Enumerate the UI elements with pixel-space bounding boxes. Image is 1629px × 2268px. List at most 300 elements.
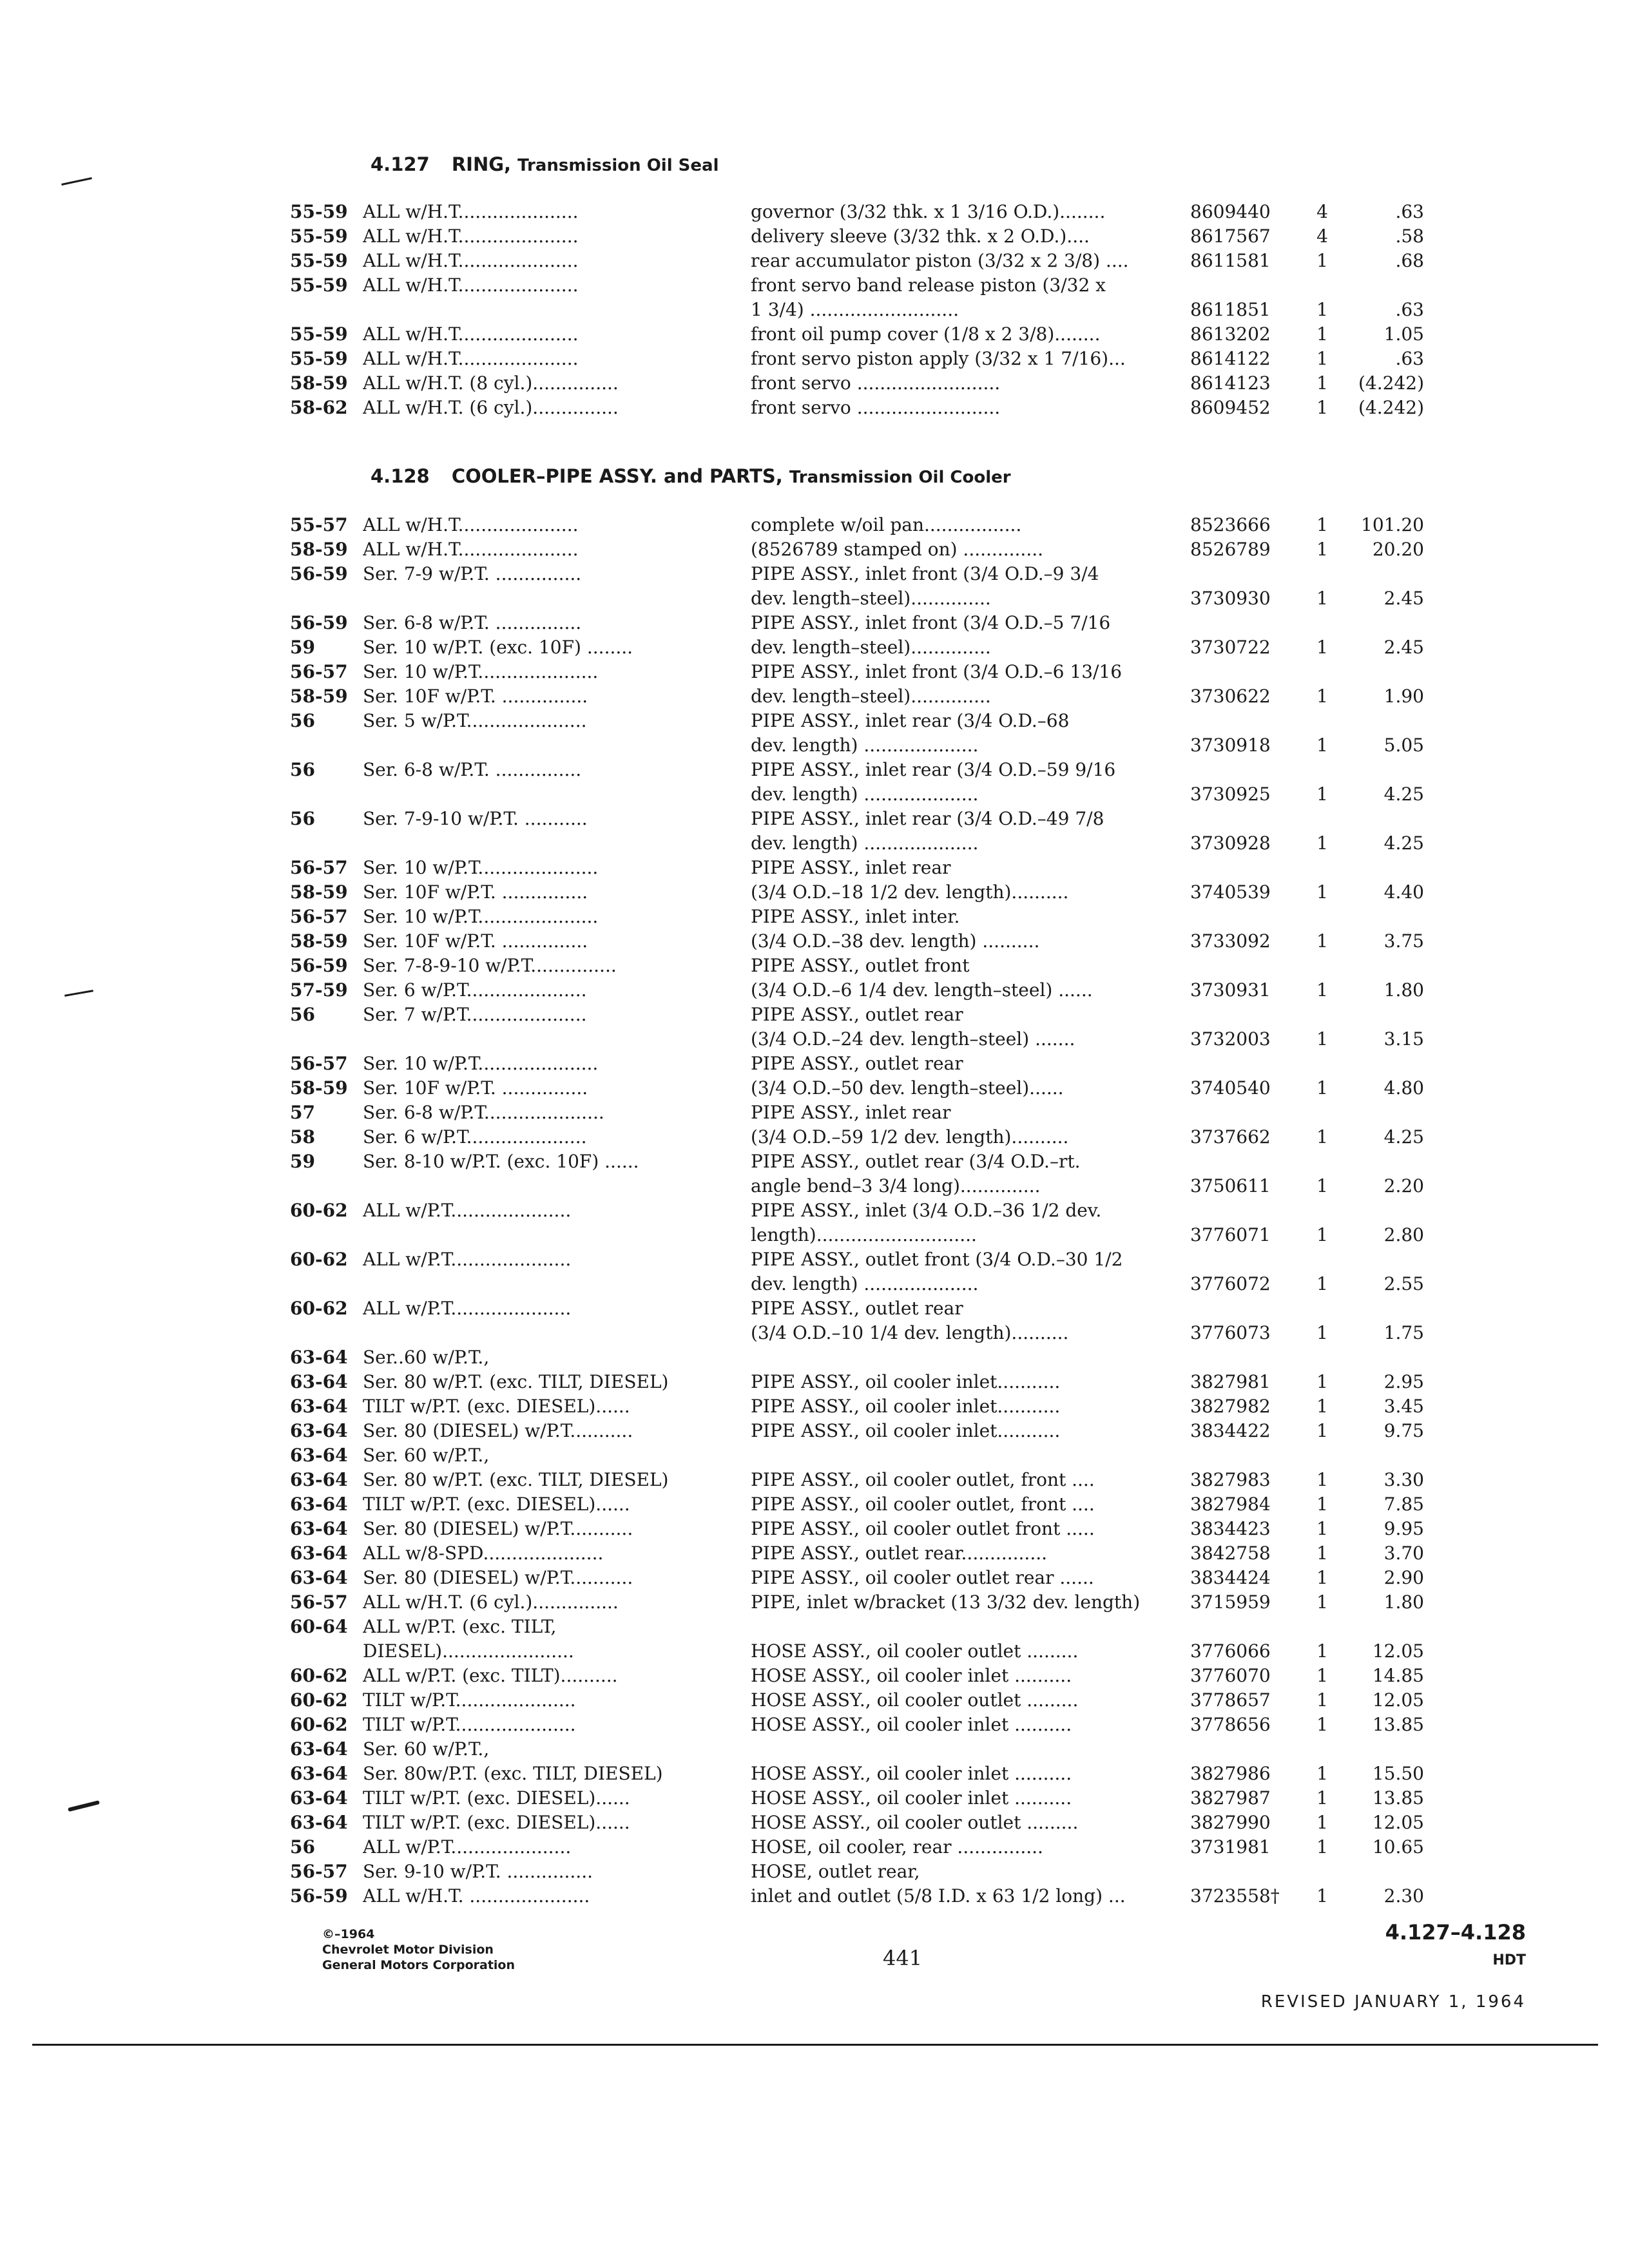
price-cell: 3.70 (1383, 1542, 1424, 1564)
footer-rule (32, 2044, 1598, 2046)
part-number-cell: 3776070 (1190, 1665, 1271, 1686)
part-number-cell: 8614123 (1190, 372, 1271, 394)
list-item (0, 1884, 1629, 1908)
description-cell: (3/4 O.D.–24 dev. length–steel) ....... (751, 1028, 1075, 1050)
part-number-cell: 3731981 (1190, 1836, 1271, 1858)
quantity-cell: 1 (1316, 686, 1328, 707)
part-number-cell: 8611581 (1190, 250, 1271, 271)
part-number-cell: 3732003 (1190, 1028, 1271, 1050)
quantity-cell: 1 (1316, 1812, 1328, 1833)
description-cell: PIPE ASSY., oil cooler inlet........... (751, 1396, 1061, 1417)
description-cell: (3/4 O.D.–18 1/2 dev. length).......... (751, 881, 1069, 903)
model-cell: ALL w/H.T..................... (363, 274, 579, 296)
model-cell: Ser. 10F w/P.T. ............... (363, 686, 588, 707)
model-cell: Ser. 6 w/P.T..................... (363, 1126, 587, 1148)
part-number-cell: 3740539 (1190, 881, 1271, 903)
quantity-cell: 1 (1316, 1175, 1328, 1196)
description-cell: PIPE ASSY., outlet rear (751, 1004, 963, 1025)
revision-date: REVISED JANUARY 1, 1964 (1260, 1992, 1526, 2012)
part-number-cell: 3776066 (1190, 1640, 1271, 1662)
description-cell: PIPE ASSY., inlet inter. (751, 906, 960, 927)
list-item (0, 1835, 1629, 1860)
description-cell: PIPE ASSY., oil cooler outlet, front .... (751, 1469, 1095, 1490)
part-number-cell: 3723558† (1190, 1885, 1280, 1907)
quantity-cell: 1 (1316, 1591, 1328, 1613)
model-cell: ALL w/H.T. (8 cyl.)............... (363, 372, 619, 394)
model-cell: Ser. 80 w/P.T. (exc. TILT, DIESEL) (363, 1371, 669, 1392)
quantity-cell: 1 (1316, 514, 1328, 535)
parts-list-4127 (0, 200, 1629, 420)
page-number: 441 (883, 1946, 923, 1970)
description-cell: front servo ......................... (751, 372, 1001, 394)
description-cell: front oil pump cover (1/8 x 2 3/8)........ (751, 323, 1101, 345)
description-cell: PIPE ASSY., inlet (3/4 O.D.–36 1/2 dev. (751, 1200, 1102, 1221)
description-cell: delivery sleeve (3/32 thk. x 2 O.D.).... (751, 226, 1090, 247)
description-cell: length)............................ (751, 1224, 977, 1245)
model-cell: Ser. 80 (DIESEL) w/P.T........... (363, 1567, 633, 1588)
description-cell: PIPE ASSY., inlet rear (751, 1102, 951, 1123)
price-cell: 15.50 (1372, 1763, 1424, 1784)
model-cell: ALL w/H.T..................... (363, 226, 579, 247)
list-item (0, 1811, 1629, 1835)
description-cell: PIPE ASSY., outlet front (751, 955, 970, 976)
price-cell: 2.80 (1383, 1224, 1424, 1245)
quantity-cell: 1 (1316, 250, 1328, 271)
section-range: 4.127–4.128 (1385, 1920, 1526, 1945)
list-item (0, 537, 1629, 562)
part-number-cell: 3737662 (1190, 1126, 1271, 1148)
list-item (0, 905, 1629, 929)
price-cell: 5.05 (1383, 735, 1424, 756)
model-cell: TILT w/P.T. (exc. DIESEL)...... (363, 1494, 630, 1515)
quantity-cell: 1 (1316, 1714, 1328, 1735)
list-item (0, 513, 1629, 537)
section-title: RING, (451, 153, 512, 175)
copyright-corporation: General Motors Corporation (322, 1958, 515, 1972)
model-cell: TILT w/P.T..................... (363, 1689, 576, 1711)
year-cell: 60-62 (290, 1249, 348, 1270)
quantity-cell: 1 (1316, 1077, 1328, 1099)
year-cell: 56-59 (290, 612, 348, 633)
price-cell: 1.90 (1383, 686, 1424, 707)
model-cell: Ser. 7-9-10 w/P.T. ........... (363, 808, 588, 829)
model-cell: ALL w/8-SPD..................... (363, 1542, 604, 1564)
model-cell: Ser. 80 (DIESEL) w/P.T........... (363, 1518, 633, 1539)
price-cell: 13.85 (1372, 1787, 1424, 1809)
list-item (0, 347, 1629, 371)
part-number-cell: 3715959 (1190, 1591, 1271, 1613)
year-cell: 55-59 (290, 274, 348, 296)
list-item (0, 1272, 1629, 1296)
part-number-cell: 3778657 (1190, 1689, 1271, 1711)
model-cell: ALL w/P.T..................... (363, 1298, 572, 1319)
part-number-cell: 3730928 (1190, 832, 1271, 854)
list-item (0, 684, 1629, 709)
list-item (0, 929, 1629, 954)
list-item (0, 249, 1629, 273)
year-cell: 56 (290, 759, 315, 780)
year-cell: 56-57 (290, 906, 348, 927)
parts-list-4128 (0, 513, 1629, 1908)
section-heading-4127 (371, 153, 719, 175)
year-cell: 59 (290, 1151, 315, 1172)
part-number-cell: 8611851 (1190, 299, 1271, 320)
list-item (0, 322, 1629, 347)
price-cell: 12.05 (1372, 1689, 1424, 1711)
list-item (0, 1639, 1629, 1664)
model-cell: Ser. 60 w/P.T., (363, 1445, 490, 1466)
list-item (0, 1517, 1629, 1541)
description-cell: PIPE ASSY., outlet rear............... (751, 1542, 1048, 1564)
price-cell: .63 (1395, 299, 1424, 320)
quantity-cell: 1 (1316, 783, 1328, 805)
price-cell: 3.75 (1383, 930, 1424, 952)
year-cell: 56-57 (290, 1053, 348, 1074)
list-item (0, 562, 1629, 586)
description-cell: angle bend–3 3/4 long).............. (751, 1175, 1041, 1196)
description-cell: HOSE ASSY., oil cooler inlet .......... (751, 1665, 1072, 1686)
year-cell: 56 (290, 710, 315, 731)
quantity-cell: 1 (1316, 1396, 1328, 1417)
description-cell: HOSE ASSY., oil cooler outlet ......... (751, 1689, 1079, 1711)
quantity-cell: 1 (1316, 735, 1328, 756)
year-cell: 58-59 (290, 930, 348, 952)
list-item (0, 807, 1629, 831)
part-number-cell: 8617567 (1190, 226, 1271, 247)
list-item (0, 978, 1629, 1003)
description-cell: rear accumulator piston (3/32 x 2 3/8) .... (751, 250, 1129, 271)
list-item (0, 1590, 1629, 1615)
price-cell: 13.85 (1372, 1714, 1424, 1735)
part-number-cell: 3740540 (1190, 1077, 1271, 1099)
description-cell: governor (3/32 thk. x 1 3/16 O.D.)........ (751, 201, 1106, 222)
description-cell: PIPE ASSY., inlet front (3/4 O.D.–5 7/16 (751, 612, 1111, 633)
list-item (0, 758, 1629, 782)
price-cell: .58 (1395, 226, 1424, 247)
list-item (0, 1076, 1629, 1100)
price-cell: 12.05 (1372, 1812, 1424, 1833)
copyright-division: Chevrolet Motor Division (322, 1943, 494, 1957)
model-cell: ALL w/H.T..................... (363, 250, 579, 271)
description-cell: PIPE ASSY., outlet front (3/4 O.D.–30 1/2 (751, 1249, 1123, 1270)
list-item (0, 1247, 1629, 1272)
quantity-cell: 1 (1316, 1469, 1328, 1490)
quantity-cell: 1 (1316, 1273, 1328, 1294)
catalog-code: HDT (1492, 1952, 1526, 1968)
year-cell: 55-59 (290, 323, 348, 345)
year-cell: 57 (290, 1102, 315, 1123)
part-number-cell: 3834423 (1190, 1518, 1271, 1539)
quantity-cell: 1 (1316, 1420, 1328, 1441)
model-cell: ALL w/H.T..................... (363, 539, 579, 560)
model-cell: Ser. 10 w/P.T..................... (363, 857, 599, 878)
year-cell: 58-59 (290, 372, 348, 394)
margin-mark (61, 177, 92, 186)
model-cell: ALL w/H.T. ..................... (363, 1885, 590, 1907)
list-item (0, 1125, 1629, 1149)
part-number-cell: 3776072 (1190, 1273, 1271, 1294)
description-cell: front servo band release piston (3/32 x (751, 274, 1106, 296)
price-cell: 14.85 (1372, 1665, 1424, 1686)
description-cell: PIPE ASSY., inlet front (3/4 O.D.–6 13/16 (751, 661, 1123, 682)
year-cell: 63-64 (290, 1567, 348, 1588)
year-cell: 56-57 (290, 1591, 348, 1613)
price-cell: 2.30 (1383, 1885, 1424, 1907)
year-cell: 63-64 (290, 1518, 348, 1539)
part-number-cell: 3827981 (1190, 1371, 1271, 1392)
part-number-cell: 3827984 (1190, 1494, 1271, 1515)
description-cell: dev. length) .................... (751, 832, 979, 854)
section-subtitle: Transmission Oil Seal (517, 156, 719, 175)
price-cell: 3.30 (1383, 1469, 1424, 1490)
list-item (0, 635, 1629, 660)
description-cell: PIPE ASSY., oil cooler outlet rear ...... (751, 1567, 1094, 1588)
year-cell: 58-59 (290, 1077, 348, 1099)
year-cell: 63-64 (290, 1347, 348, 1368)
year-cell: 63-64 (290, 1812, 348, 1833)
quantity-cell: 1 (1316, 832, 1328, 854)
model-cell: TILT w/P.T. (exc. DIESEL)...... (363, 1787, 630, 1809)
quantity-cell: 1 (1316, 1689, 1328, 1711)
year-cell: 63-64 (290, 1494, 348, 1515)
list-item (0, 954, 1629, 978)
quantity-cell: 1 (1316, 881, 1328, 903)
year-cell: 55-59 (290, 250, 348, 271)
year-cell: 60-62 (290, 1200, 348, 1221)
description-cell: HOSE ASSY., oil cooler inlet .......... (751, 1714, 1072, 1735)
description-cell: HOSE ASSY., oil cooler outlet ......... (751, 1640, 1079, 1662)
model-cell: ALL w/P.T. (exc. TILT).......... (363, 1665, 618, 1686)
model-cell: Ser. 80w/P.T. (exc. TILT, DIESEL) (363, 1763, 663, 1784)
description-cell: inlet and outlet (5/8 I.D. x 63 1/2 long) ... (751, 1885, 1126, 1907)
model-cell: Ser. 60 w/P.T., (363, 1738, 490, 1760)
section-subtitle: Transmission Oil Cooler (789, 468, 1011, 487)
description-cell: PIPE ASSY., outlet rear (751, 1298, 963, 1319)
description-cell: dev. length) .................... (751, 735, 979, 756)
list-item (0, 1321, 1629, 1345)
price-cell: 3.15 (1383, 1028, 1424, 1050)
price-cell: (4.242) (1358, 397, 1424, 418)
model-cell: Ser. 6-8 w/P.T. ............... (363, 612, 582, 633)
section-title: COOLER–PIPE ASSY. and PARTS, (451, 465, 783, 487)
price-cell: .63 (1395, 201, 1424, 222)
list-item (0, 1149, 1629, 1174)
year-cell: 60-62 (290, 1665, 348, 1686)
list-item (0, 1345, 1629, 1370)
model-cell: Ser. 9-10 w/P.T. ............... (363, 1861, 593, 1882)
year-cell: 63-64 (290, 1469, 348, 1490)
description-cell: dev. length) .................... (751, 1273, 979, 1294)
part-number-cell: 8609440 (1190, 201, 1271, 222)
list-item (0, 1198, 1629, 1223)
part-number-cell: 3750611 (1190, 1175, 1271, 1196)
description-cell: PIPE ASSY., inlet front (3/4 O.D.–9 3/4 (751, 563, 1099, 584)
price-cell: 2.55 (1383, 1273, 1424, 1294)
price-cell: 7.85 (1383, 1494, 1424, 1515)
year-cell: 56 (290, 1004, 315, 1025)
part-number-cell: 3733092 (1190, 930, 1271, 952)
list-item (0, 1566, 1629, 1590)
description-cell: (3/4 O.D.–50 dev. length–steel)...... (751, 1077, 1064, 1099)
part-number-cell: 3778656 (1190, 1714, 1271, 1735)
year-cell: 57-59 (290, 979, 348, 1001)
year-cell: 60-62 (290, 1714, 348, 1735)
part-number-cell: 3827987 (1190, 1787, 1271, 1809)
list-item (0, 1100, 1629, 1125)
section-number: 4.127 (371, 153, 430, 175)
year-cell: 63-64 (290, 1445, 348, 1466)
copyright-year: ©–1964 (322, 1927, 375, 1941)
price-cell: 9.95 (1383, 1518, 1424, 1539)
quantity-cell: 1 (1316, 1224, 1328, 1245)
description-cell: PIPE ASSY., oil cooler outlet, front .... (751, 1494, 1095, 1515)
description-cell: 1 3/4) .......................... (751, 299, 959, 320)
price-cell: 2.45 (1383, 588, 1424, 609)
price-cell: 1.80 (1383, 979, 1424, 1001)
quantity-cell: 1 (1316, 1836, 1328, 1858)
model-cell: ALL w/H.T..................... (363, 323, 579, 345)
part-number-cell: 3842758 (1190, 1542, 1271, 1564)
quantity-cell: 1 (1316, 1518, 1328, 1539)
model-cell: Ser. 80 (DIESEL) w/P.T........... (363, 1420, 633, 1441)
quantity-cell: 1 (1316, 1542, 1328, 1564)
quantity-cell: 1 (1316, 1371, 1328, 1392)
model-cell: Ser. 10F w/P.T. ............... (363, 930, 588, 952)
list-item (0, 831, 1629, 856)
year-cell: 58-59 (290, 686, 348, 707)
list-item (0, 1762, 1629, 1786)
quantity-cell: 1 (1316, 1763, 1328, 1784)
model-cell: ALL w/H.T..................... (363, 201, 579, 222)
description-cell: HOSE ASSY., oil cooler outlet ......... (751, 1812, 1079, 1833)
description-cell: (3/4 O.D.–6 1/4 dev. length–steel) ...... (751, 979, 1093, 1001)
quantity-cell: 1 (1316, 1787, 1328, 1809)
price-cell: .68 (1395, 250, 1424, 271)
price-cell: 4.25 (1383, 783, 1424, 805)
list-item (0, 273, 1629, 298)
list-item (0, 1468, 1629, 1492)
quantity-cell: 1 (1316, 930, 1328, 952)
price-cell: 1.05 (1383, 323, 1424, 345)
list-item (0, 1370, 1629, 1394)
quantity-cell: 1 (1316, 588, 1328, 609)
description-cell: PIPE ASSY., oil cooler outlet front ..... (751, 1518, 1095, 1539)
description-cell: PIPE, inlet w/bracket (13 3/32 dev. length) (751, 1591, 1141, 1613)
description-cell: dev. length–steel).............. (751, 686, 991, 707)
description-cell: (3/4 O.D.–38 dev. length) .......... (751, 930, 1040, 952)
list-item (0, 1443, 1629, 1468)
list-item (0, 1615, 1629, 1639)
model-cell: Ser. 8-10 w/P.T. (exc. 10F) ...... (363, 1151, 639, 1172)
model-cell: Ser. 7 w/P.T..................... (363, 1004, 587, 1025)
quantity-cell: 1 (1316, 397, 1328, 418)
model-cell: TILT w/P.T. (exc. DIESEL)...... (363, 1396, 630, 1417)
year-cell: 58-62 (290, 397, 348, 418)
year-cell: 58-59 (290, 539, 348, 560)
model-cell: Ser. 5 w/P.T..................... (363, 710, 587, 731)
model-cell: Ser..60 w/P.T., (363, 1347, 490, 1368)
description-cell: (3/4 O.D.–59 1/2 dev. length).......... (751, 1126, 1069, 1148)
model-cell: Ser. 10F w/P.T. ............... (363, 881, 588, 903)
year-cell: 55-59 (290, 226, 348, 247)
model-cell: ALL w/H.T. (6 cyl.)............... (363, 397, 619, 418)
price-cell: 4.25 (1383, 1126, 1424, 1148)
model-cell: Ser. 6-8 w/P.T. ............... (363, 759, 582, 780)
model-cell: Ser. 6 w/P.T..................... (363, 979, 587, 1001)
list-item (0, 1688, 1629, 1713)
quantity-cell: 1 (1316, 1028, 1328, 1050)
quantity-cell: 1 (1316, 1640, 1328, 1662)
price-cell: 4.40 (1383, 881, 1424, 903)
quantity-cell: 1 (1316, 1322, 1328, 1343)
description-cell: PIPE ASSY., inlet rear (3/4 O.D.–49 7/8 (751, 808, 1104, 829)
price-cell: 3.45 (1383, 1396, 1424, 1417)
description-cell: PIPE ASSY., inlet rear (3/4 O.D.–59 9/16 (751, 759, 1116, 780)
year-cell: 63-64 (290, 1396, 348, 1417)
part-number-cell: 3827990 (1190, 1812, 1271, 1833)
model-cell: Ser. 80 w/P.T. (exc. TILT, DIESEL) (363, 1469, 669, 1490)
year-cell: 56 (290, 808, 315, 829)
description-cell: (3/4 O.D.–10 1/4 dev. length).......... (751, 1322, 1069, 1343)
list-item (0, 1541, 1629, 1566)
description-cell: HOSE, oil cooler, rear ............... (751, 1836, 1043, 1858)
quantity-cell: 1 (1316, 348, 1328, 369)
model-cell: Ser. 7-9 w/P.T. ............... (363, 563, 582, 584)
section-heading-4128 (371, 465, 1011, 487)
year-cell: 60-62 (290, 1689, 348, 1711)
part-number-cell: 3834422 (1190, 1420, 1271, 1441)
list-item (0, 298, 1629, 322)
model-cell: ALL w/P.T..................... (363, 1836, 572, 1858)
list-item (0, 1174, 1629, 1198)
year-cell: 63-64 (290, 1763, 348, 1784)
part-number-cell: 8613202 (1190, 323, 1271, 345)
part-number-cell: 3827982 (1190, 1396, 1271, 1417)
quantity-cell: 1 (1316, 1126, 1328, 1148)
list-item (0, 1223, 1629, 1247)
year-cell: 63-64 (290, 1542, 348, 1564)
list-item (0, 1419, 1629, 1443)
model-cell: ALL w/H.T..................... (363, 514, 579, 535)
part-number-cell: 3827983 (1190, 1469, 1271, 1490)
year-cell: 56-59 (290, 1885, 348, 1907)
list-item (0, 1713, 1629, 1737)
description-cell: dev. length) .................... (751, 783, 979, 805)
list-item (0, 224, 1629, 249)
description-cell: front servo ......................... (751, 397, 1001, 418)
year-cell: 56-57 (290, 857, 348, 878)
year-cell: 63-64 (290, 1371, 348, 1392)
description-cell: PIPE ASSY., inlet rear (3/4 O.D.–68 (751, 710, 1070, 731)
description-cell: HOSE, outlet rear, (751, 1861, 920, 1882)
description-cell: HOSE ASSY., oil cooler inlet .......... (751, 1787, 1072, 1809)
price-cell: 20.20 (1372, 539, 1424, 560)
list-item (0, 1664, 1629, 1688)
price-cell: 101.20 (1361, 514, 1424, 535)
part-number-cell: 8609452 (1190, 397, 1271, 418)
price-cell: 2.20 (1383, 1175, 1424, 1196)
model-cell: Ser. 10 w/P.T..................... (363, 1053, 599, 1074)
model-cell: Ser. 10 w/P.T. (exc. 10F) ........ (363, 637, 633, 658)
year-cell: 56-59 (290, 955, 348, 976)
year-cell: 55-57 (290, 514, 348, 535)
description-cell: (8526789 stamped on) .............. (751, 539, 1044, 560)
model-cell: Ser. 10F w/P.T. ............... (363, 1077, 588, 1099)
list-item (0, 880, 1629, 905)
list-item (0, 1052, 1629, 1076)
model-cell: ALL w/P.T..................... (363, 1200, 572, 1221)
part-number-cell: 3730622 (1190, 686, 1271, 707)
